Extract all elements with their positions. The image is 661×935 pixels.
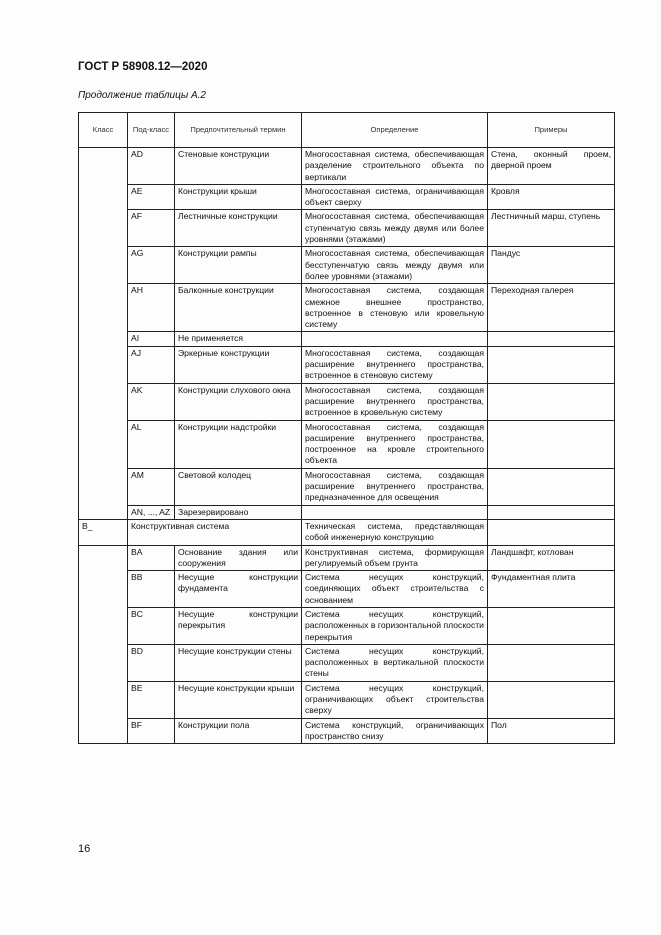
table-row (79, 505, 615, 519)
examples-cell (488, 346, 615, 383)
table-row (79, 644, 615, 681)
table-row (79, 210, 615, 247)
term-cell: Несущие конструкции крыши (175, 681, 302, 718)
term-cell: Конструкции слухового окна (175, 383, 302, 420)
subclass-cell: AD (128, 148, 175, 185)
definition-cell: Многосоставная система, обеспечивающая ступенчатую связь между двумя или более уровнями (этажами) (302, 210, 488, 247)
table-row (79, 247, 615, 284)
examples-cell (488, 607, 615, 644)
table-header-row (79, 113, 615, 148)
term-cell: Несущие конструкции фундамента (175, 571, 302, 608)
term-cell: Конструкции крыши (175, 184, 302, 210)
subclass-cell: AK (128, 383, 175, 420)
examples-cell: Фундаментная плита (488, 571, 615, 608)
examples-cell (488, 505, 615, 519)
term-cell: Конструкции надстройки (175, 420, 302, 468)
definition-cell: Многосоставная система, создающая расширение внутреннего пространства, построенное на кровле строительного объекта (302, 420, 488, 468)
subclass-cell: AF (128, 210, 175, 247)
class-row (79, 519, 615, 545)
subclass-cell: AI (128, 332, 175, 346)
definition-cell: Система несущих конструкций, расположенных в горизонтальной плоскости перекрытия (302, 607, 488, 644)
definition-cell: Система несущих конструкций, ограничивающих объект строительства сверху (302, 681, 488, 718)
definition-cell: Многосоставная система, создающая расширение внутреннего пространства, встроенное в стеновую систему (302, 346, 488, 383)
definition-cell: Многосоставная система, обеспечивающая разделение строительного объекта по вертикали (302, 148, 488, 185)
term-cell: Световой колодец (175, 468, 302, 505)
col-header-examples: Примеры (488, 113, 615, 148)
subclass-cell: BF (128, 718, 175, 744)
subclass-cell: AM (128, 468, 175, 505)
table-row (79, 332, 615, 346)
subclass-cell: BE (128, 681, 175, 718)
term-cell: Не применяется (175, 332, 302, 346)
term-cell: Несущие конструкции перекрытия (175, 607, 302, 644)
term-cell: Стеновые конструкции (175, 148, 302, 185)
table-row (79, 383, 615, 420)
table-row (79, 184, 615, 210)
definition-cell: Система несущих конструкций, соединяющих объект строительства с основанием (302, 571, 488, 608)
col-header-subclass: Под-класс (128, 113, 175, 148)
table-row (79, 607, 615, 644)
class-cell (79, 545, 128, 744)
col-header-class: Класс (79, 113, 128, 148)
table-row (79, 284, 615, 332)
definition-cell: Техническая система, представляющая собой инженерную конструкцию (302, 519, 488, 545)
table-row (79, 571, 615, 608)
examples-cell: Пол (488, 718, 615, 744)
examples-cell (488, 644, 615, 681)
subclass-cell: AH (128, 284, 175, 332)
term-cell: Основание здания или сооружения (175, 545, 302, 571)
table-row (79, 681, 615, 718)
term-cell: Балконные конструкции (175, 284, 302, 332)
class-cell (79, 148, 128, 520)
subclass-cell: AL (128, 420, 175, 468)
examples-cell: Лестничный марш, ступень (488, 210, 615, 247)
class-cell: B_ (79, 519, 128, 545)
page-number: 16 (78, 843, 91, 855)
subclass-cell: BA (128, 545, 175, 571)
examples-cell (488, 519, 615, 545)
term-cell: Эркерные конструкции (175, 346, 302, 383)
subclass-cell: BD (128, 644, 175, 681)
definition-cell (302, 332, 488, 346)
subclass-cell: AE (128, 184, 175, 210)
class-term-cell: Конструктивная система (128, 519, 302, 545)
subclass-cell: AG (128, 247, 175, 284)
examples-cell: Кровля (488, 184, 615, 210)
definition-cell: Система несущих конструкций, расположенных в вертикальной плоскости стены (302, 644, 488, 681)
term-cell: Конструкции рампы (175, 247, 302, 284)
table-row (79, 420, 615, 468)
examples-cell (488, 332, 615, 346)
definition-cell (302, 505, 488, 519)
classification-table (78, 112, 615, 744)
examples-cell: Ландшафт, котлован (488, 545, 615, 571)
definition-cell: Многосоставная система, обеспечивающая бесступенчатую связь между двумя или более уровнями (этажами) (302, 247, 488, 284)
examples-cell (488, 681, 615, 718)
examples-cell (488, 420, 615, 468)
definition-cell: Многосоставная система, ограничивающая объект сверху (302, 184, 488, 210)
definition-cell: Конструктивная система, формирующая регулируемый объем грунта (302, 545, 488, 571)
examples-cell: Переходная галерея (488, 284, 615, 332)
subclass-cell: AN, ..., AZ (128, 505, 175, 519)
term-cell: Зарезервировано (175, 505, 302, 519)
table-caption: Продолжение таблицы А.2 (78, 90, 206, 101)
definition-cell: Многосоставная система, создающая смежное внешнее пространство, встроенное в стеновую или кровельную систему (302, 284, 488, 332)
examples-cell (488, 383, 615, 420)
table-row (79, 545, 615, 571)
examples-cell (488, 468, 615, 505)
table-row (79, 718, 615, 744)
term-cell: Конструкции пола (175, 718, 302, 744)
term-cell: Лестничные конструкции (175, 210, 302, 247)
definition-cell: Многосоставная система, создающая расширение внутреннего пространства, встроенное в кровельную систему (302, 383, 488, 420)
col-header-term: Предпочтительный термин (175, 113, 302, 148)
examples-cell: Пандус (488, 247, 615, 284)
col-header-definition: Определение (302, 113, 488, 148)
table-row (79, 468, 615, 505)
table-row (79, 148, 615, 185)
definition-cell: Система конструкций, ограничивающих пространство снизу (302, 718, 488, 744)
document-header: ГОСТ Р 58908.12—2020 (78, 61, 208, 73)
subclass-cell: AJ (128, 346, 175, 383)
examples-cell: Стена, оконный проем, дверной проем (488, 148, 615, 185)
subclass-cell: BC (128, 607, 175, 644)
definition-cell: Многосоставная система, создающая расширение внутреннего пространства, предназначенное для освещения (302, 468, 488, 505)
term-cell: Несущие конструкции стены (175, 644, 302, 681)
subclass-cell: BB (128, 571, 175, 608)
table-row (79, 346, 615, 383)
